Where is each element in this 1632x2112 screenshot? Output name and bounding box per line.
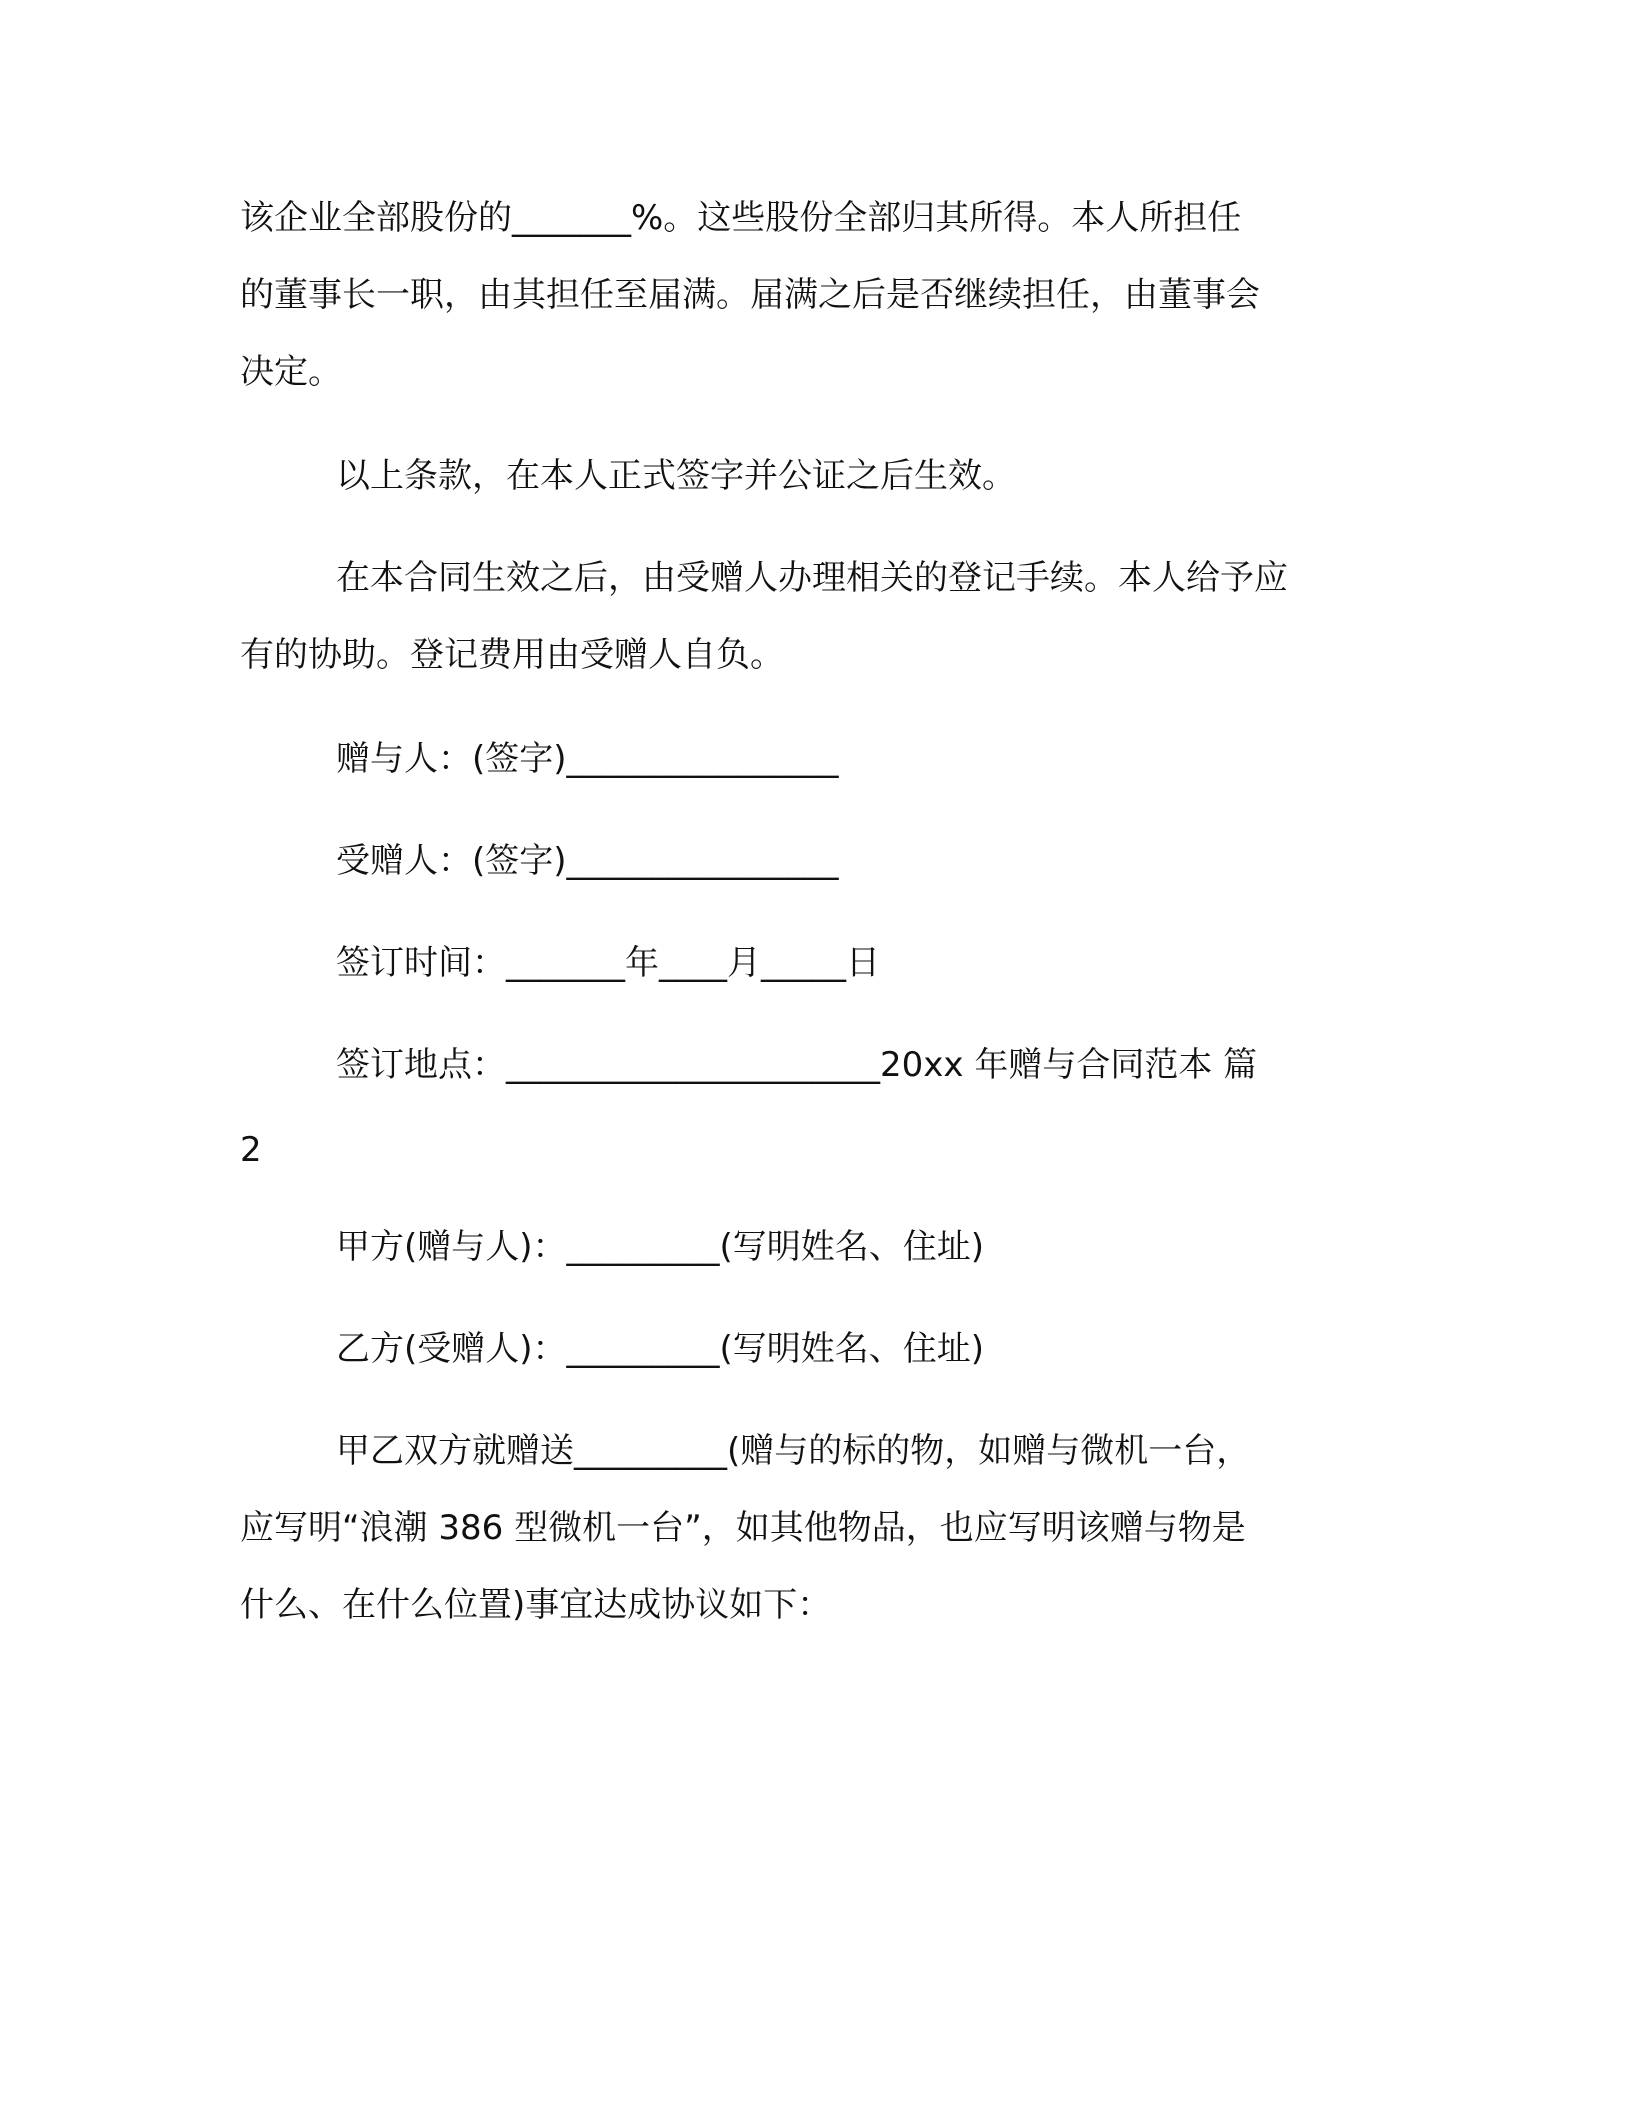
text-line: 有的协助。登记费用由受赠人自负。 bbox=[240, 635, 784, 675]
paragraph-line: 在本合同生效之后，由受赠人办理相关的登记手续。本人给予应 bbox=[336, 558, 1288, 598]
sign-place-line: 签订地点：______________________20xx 年赠与合同范本 篇 bbox=[336, 1045, 1258, 1085]
sign-date-line: 签订时间：_______年____月_____日 bbox=[336, 943, 880, 983]
paragraph-line: 以上条款，在本人正式签字并公证之后生效。 bbox=[336, 456, 1016, 496]
text-line: 该企业全部股份的_______%。这些股份全部归其所得。本人所担任 bbox=[240, 198, 1242, 238]
section-number: 2 bbox=[240, 1130, 262, 1170]
donee-signature-line: 受赠人：(签字)________________ bbox=[336, 841, 839, 881]
text-line: 决定。 bbox=[240, 352, 342, 392]
party-a-line: 甲方(赠与人)：_________(写明姓名、住址) bbox=[336, 1227, 985, 1267]
text-line: 什么、在什么位置)事宜达成协议如下： bbox=[240, 1585, 832, 1625]
party-b-line: 乙方(受赠人)：_________(写明姓名、住址) bbox=[336, 1329, 985, 1369]
paragraph-line: 甲乙双方就赠送_________(赠与的标的物，如赠与微机一台， bbox=[336, 1431, 1251, 1471]
text-line: 应写明“浪潮 386 型微机一台”，如其他物品，也应写明该赠与物是 bbox=[240, 1508, 1246, 1548]
donor-signature-line: 赠与人：(签字)________________ bbox=[336, 739, 839, 779]
text-line: 的董事长一职，由其担任至届满。届满之后是否继续担任，由董事会 bbox=[240, 275, 1260, 315]
